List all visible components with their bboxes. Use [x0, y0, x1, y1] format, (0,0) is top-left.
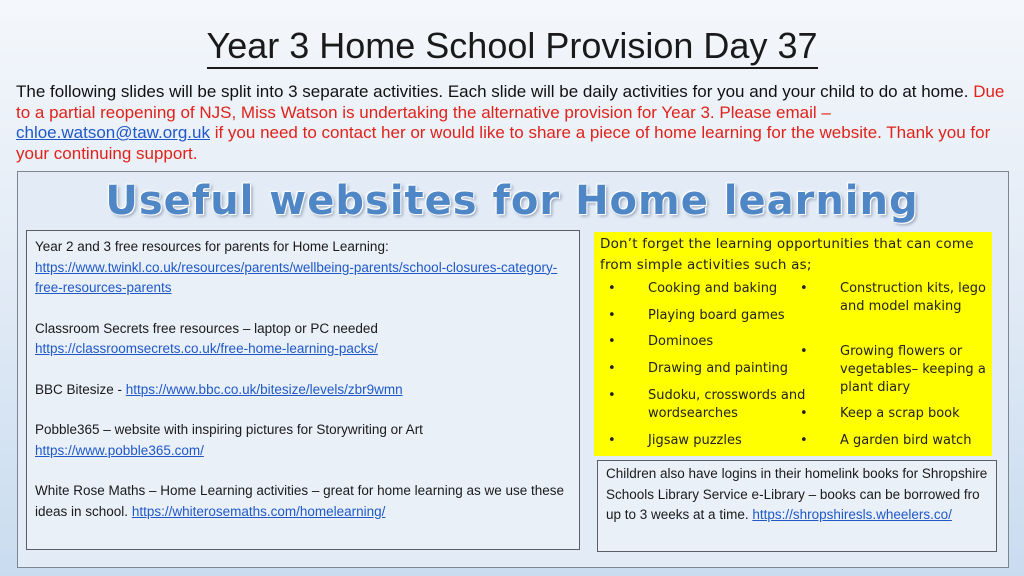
resource-item	[35, 237, 571, 299]
resource-item	[35, 420, 571, 461]
resource-item	[35, 319, 571, 360]
resources-box	[26, 230, 580, 550]
intro-paragraph	[16, 82, 1016, 164]
intro-notice-text: Due to a partial reopening of NJS, Miss Watson is undertaking the alternative provision for Year 3. Please email –	[16, 82, 1005, 122]
page-title	[0, 24, 1024, 68]
email-link[interactable]: chloe.watson@taw.org.uk	[16, 123, 210, 142]
activities-heading: Don’t forget the learning opportunities that can come from simple activities such as;	[600, 236, 974, 273]
intro-text: The following slides will be split into 3 separate activities. Each slide will be daily activities for you and your child to do at home.	[16, 82, 974, 101]
resource-text: Classroom Secrets free resources – laptop or PC needed	[35, 320, 378, 336]
library-text: Children also have logins in their homelink books for Shropshire Schools Library Service e-Library – books can be borrowed fro up to 3 weeks at a time.	[606, 466, 988, 522]
wheelers-library-link[interactable]: https://shropshiresls.wheelers.co/	[752, 507, 952, 522]
websites-heading: Useful websites for Home learning	[105, 178, 919, 224]
bbc-bitesize-link[interactable]: https://www.bbc.co.uk/bitesize/levels/zbr9wmn	[125, 381, 403, 397]
white-rose-maths-link[interactable]: https://whiterosemaths.com/homelearning/	[131, 503, 386, 519]
resource-text: Year 2 and 3 free resources for parents for Home Learning:	[35, 239, 389, 254]
intro-notice-text-end: if you need to contact her or would like to share a piece of home learning for the website. Thank you for your continuing support.	[16, 123, 991, 163]
twinkl-link[interactable]: https://www.twinkl.co.uk/resources/parents/wellbeing-parents/school-closures-category-free-resources-parents	[35, 259, 558, 295]
resource-text: White Rose Maths – Home Learning activities – great for home learning as we use these ideas in school.	[35, 483, 565, 519]
library-box	[597, 460, 997, 552]
pobble365-link[interactable]: https://www.pobble365.com/	[35, 442, 204, 458]
page-title-text: Year 3 Home School Provision Day 37	[207, 25, 818, 69]
resource-text: BBC Bitesize -	[35, 381, 126, 397]
resource-text: Pobble365 – website with inspiring pictures for Storywriting or Art	[35, 422, 423, 437]
resource-item	[35, 481, 571, 522]
classroom-secrets-link[interactable]: https://classroomsecrets.co.uk/free-home-learning-packs/	[35, 341, 378, 356]
resource-item	[35, 380, 571, 401]
activities-box: Don’t forget the learning opportunities that can come from simple activities such as; • Cooking and baking • Playing board games • Dominoes • Drawing and painting • Sudoku, crosswords and wordsearches • Jigsaw puzzles • Construction kits, lego and model making • Growing flowers or vegetables– keeping a plant diary • Keep a scrap book • A garden bird watch	[594, 232, 992, 456]
